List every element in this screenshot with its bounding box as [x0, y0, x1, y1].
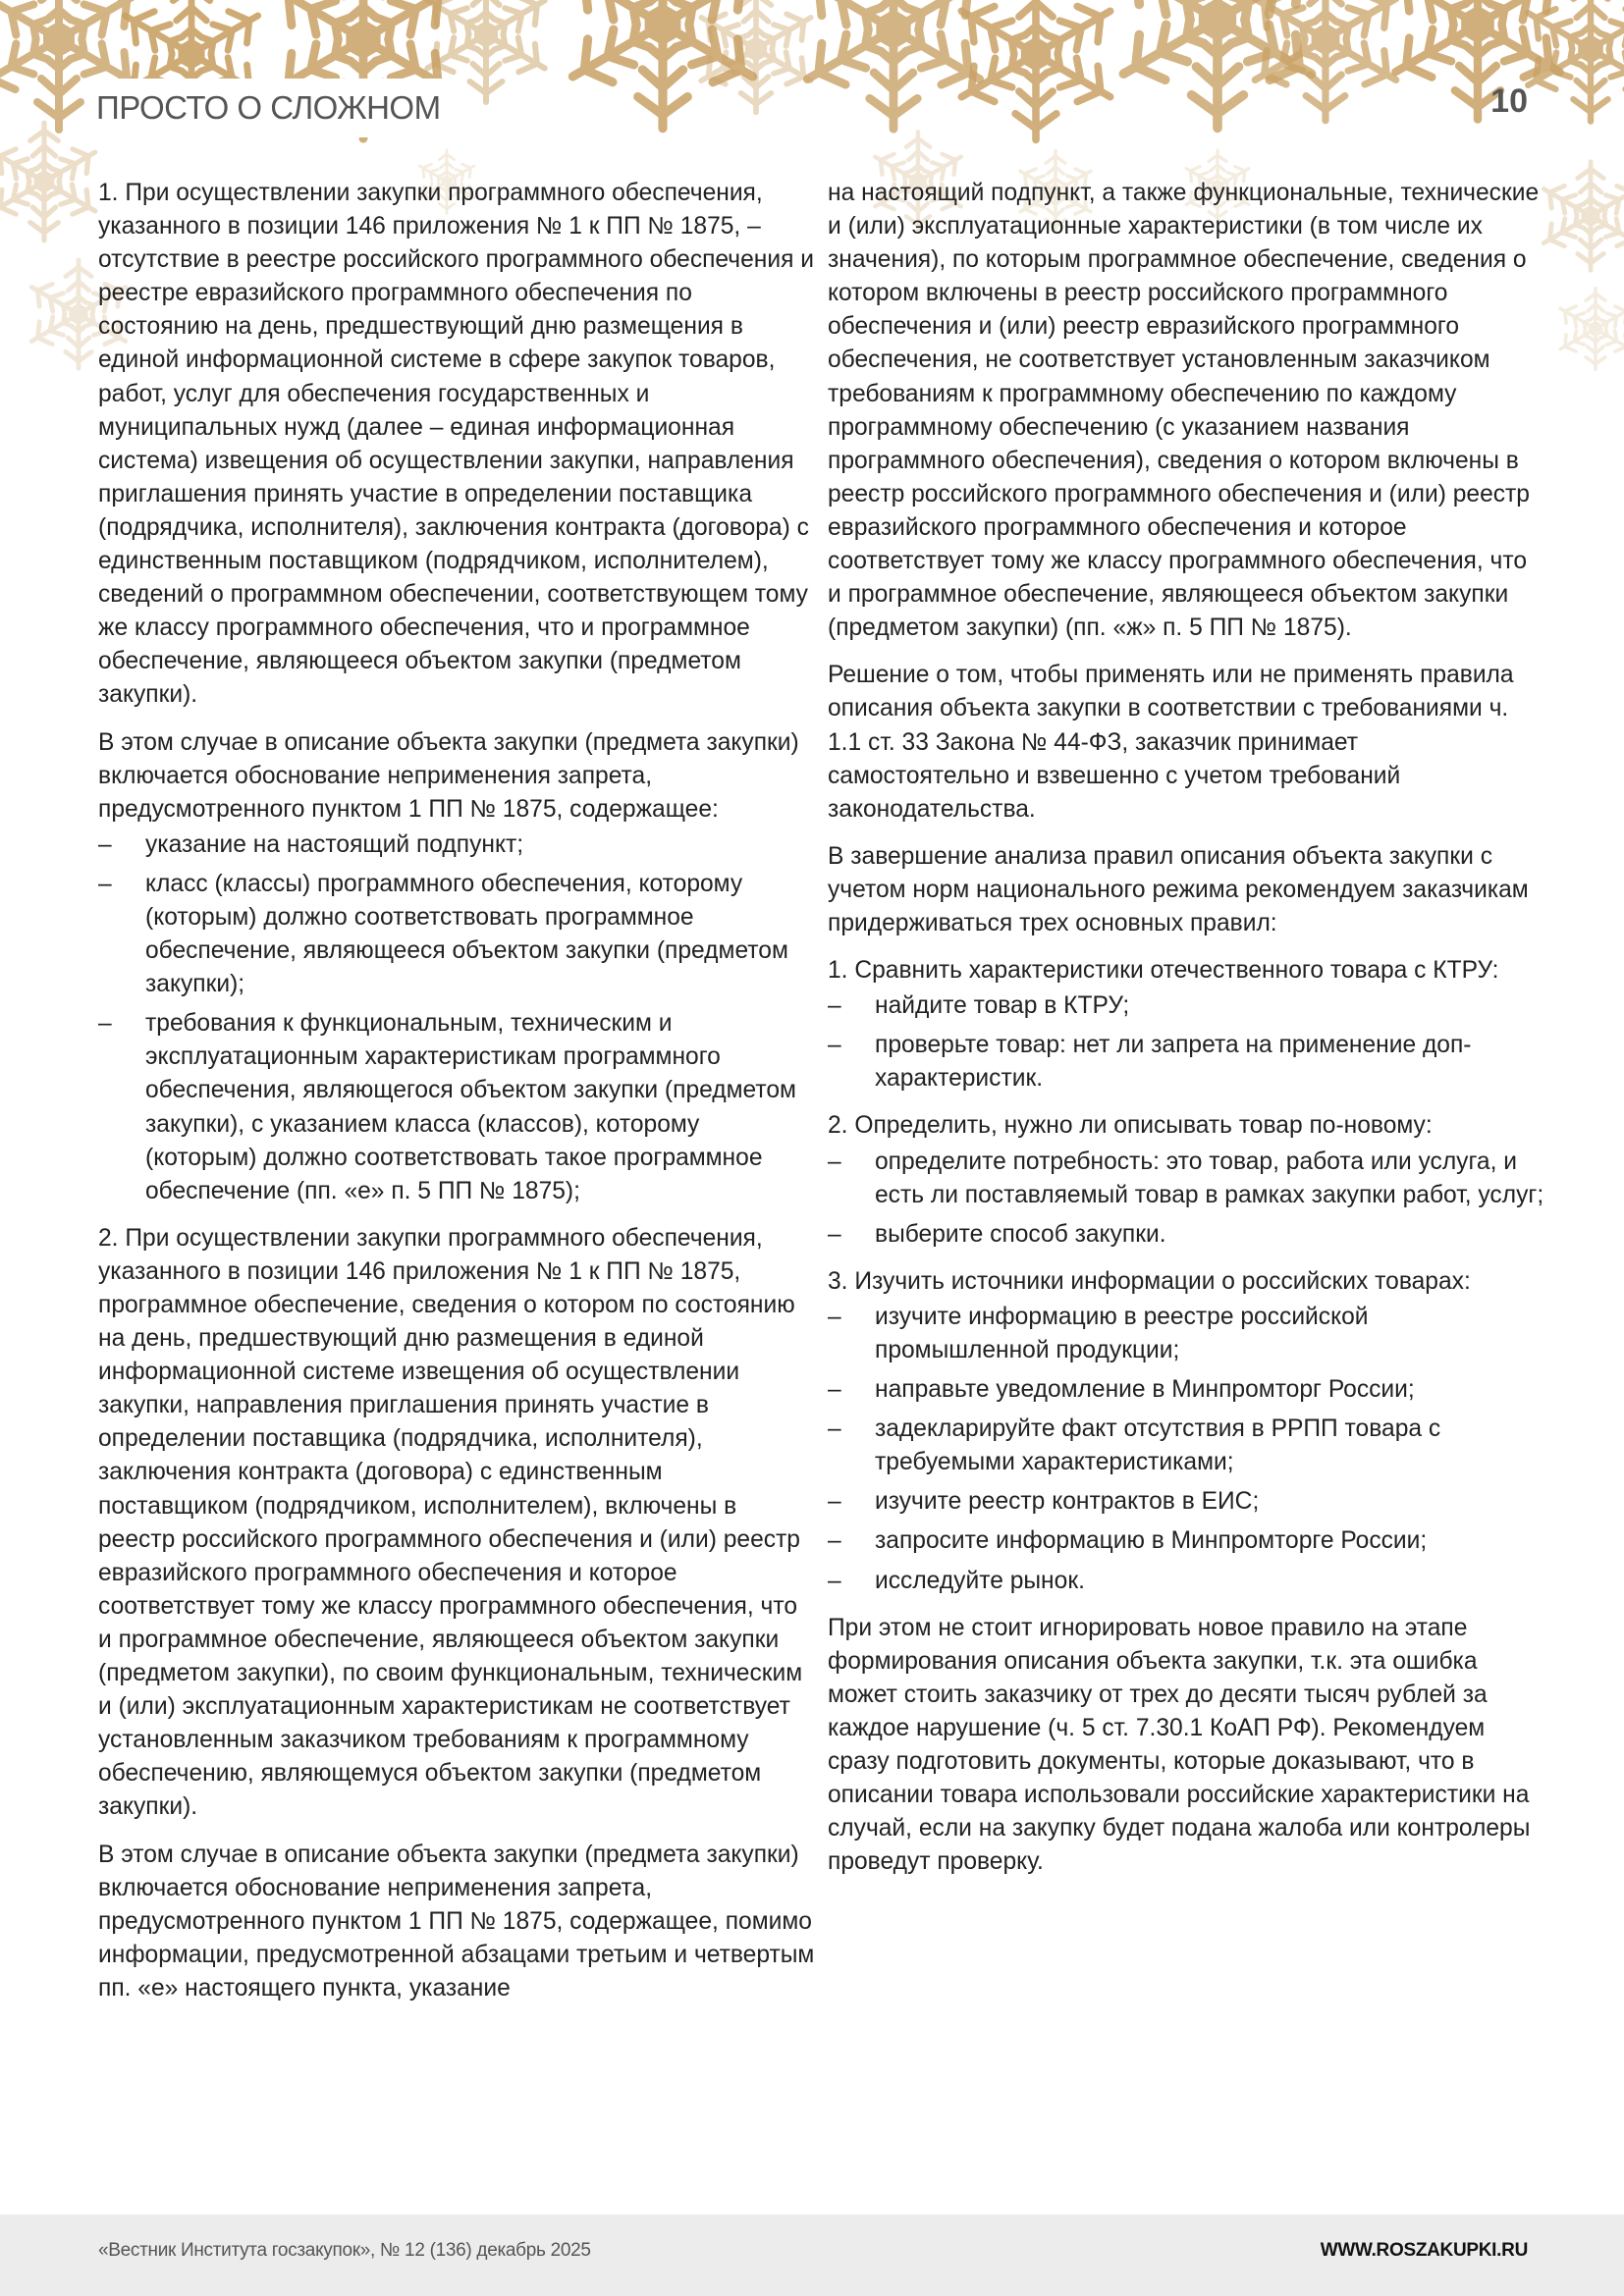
dash-marker: –	[828, 1415, 841, 1443]
snowflake-icon	[785, 0, 1001, 137]
snowflake-icon	[1551, 285, 1624, 373]
paragraph: В этом случае в описание объекта закупки (предмета закупки) включается обоснование неприменения запрета, предусмотренного пунктом 1 ПП № 1875, содержащее, помимо информации, предусмотренной абзацами третьим и четвертым пп. «е» настоящего пункта, указание	[98, 1841, 815, 2002]
list-item: – изучите информацию в реестре российской промышленной продукции;	[828, 1301, 1544, 1367]
paragraph: на настоящий подпункт, а также функциональные, технические и (или) эксплуатационные характеристики (в том числе их значения), по которым программное обеспечение, сведения о котором включены в реестр российского программного обеспечения и (или) реестр евразийского программного обеспечения, не соответствует установленным заказчиком требованиям к программному обеспечению по каждому программному обеспечению (с указанием названия программного обеспечения), сведения о котором включены в реестр российского программного обеспечения и (или) реестр евразийского программного обеспечения и которое соответствует тому же классу программного обеспечения, что и программное обеспечение, являющееся объектом закупки (предметом закупки) (пп. «ж» п. 5 ПП № 1875).	[828, 180, 1540, 642]
list-item: – выберите способ закупки.	[828, 1218, 1544, 1252]
rule-title: 1. Сравнить характеристики отечественного товара с КТРУ:	[828, 957, 1499, 985]
page-footer	[0, 2215, 1624, 2296]
paragraph: 2. При осуществлении закупки программного обеспечения, указанного в позиции 146 приложения № 1 к ПП № 1875, программное обеспечение, сведения о котором по состоянию на день, предшествующий дню размещения в единой информационной системе извещения об осуществлении закупки, направления приглашения принять участие в определении поставщика (подрядчика, исполнителя), заключения контракта (договора) с единственным поставщиком (подрядчиком, исполнителем), включены в реестр российского программного обеспечения и (или) реестр евразийского программного обеспечения и которое соответствует тому же классу программного обеспечения, что и программное обеспечение, являющееся объектом закупки (предметом закупки), по своим функциональным, техническим и (или) эксплуатационным характеристикам не соответствует установленным заказчиком требованиям к программному обеспечению, являющемуся объектом закупки (предметом закупки).	[98, 1224, 803, 1821]
website-link[interactable]: WWW.ROSZAKUPKI.RU	[1320, 2240, 1528, 2261]
dash-marker: –	[828, 1303, 841, 1330]
bullet-list	[828, 989, 1544, 1095]
list-item: – требования к функциональным, техническим и эксплуатационным характеристикам программного обеспечения, являющегося объектом закупки (предметом закупки), с указанием класса (классов), которому (которым) должно соответствовать такое программное обеспечение (пп. «е» п. 5 ПП № 1875);	[98, 1007, 815, 1208]
list-item: – запросите информацию в Минпромторге России;	[828, 1524, 1544, 1558]
bullet-list	[828, 1146, 1544, 1252]
snowflake-icon	[943, 0, 1129, 147]
paragraph: В этом случае в описание объекта закупки (предмета закупки) включается обоснование неприменения запрета, предусмотренного пунктом 1 ПП № 1875, содержащее:	[98, 728, 799, 823]
section-title: ПРОСТО О СЛОЖНОМ	[96, 89, 441, 126]
snowflake-icon	[1512, 0, 1624, 128]
dash-marker: –	[828, 1567, 841, 1594]
rule-title: 3. Изучить источники информации о российских товарах:	[828, 1267, 1471, 1295]
dash-marker: –	[828, 1220, 841, 1248]
snowflake-icon	[687, 0, 825, 118]
paragraph: При этом не стоит игнорировать новое правило на этапе формирования описания объекта закупки, т.к. эта ошибка может стоить заказчику от трех до десяти тысяч рублей за каждое нарушение (ч. 5 ст. 7.30.1 КоАП РФ). Рекомендуем сразу подготовить документы, которые доказывают, что в описании товара использовали российские характеристики на случай, если на закупку будет подана жалоба или контролеры проведут проверку.	[828, 1614, 1531, 1876]
bullet-list	[98, 828, 815, 1208]
dash-marker: –	[98, 830, 112, 858]
dash-marker: –	[828, 1032, 841, 1059]
dash-marker: –	[828, 1148, 841, 1175]
list-item: – определите потребность: это товар, работа или услуга, и есть ли поставляемый товар в рамках закупки работ, услуг;	[828, 1146, 1544, 1212]
list-item: – направьте уведомление в Минпромторг России;	[828, 1373, 1544, 1407]
bullet-list	[828, 1301, 1544, 1598]
left-column	[98, 177, 815, 2019]
dash-marker: –	[828, 1376, 841, 1404]
dash-marker: –	[828, 992, 841, 1020]
dash-marker: –	[828, 1527, 841, 1555]
paragraph: В завершение анализа правил описания объекта закупки с учетом норм национального режима рекомендуем заказчикам придерживаться трех основных правил:	[828, 842, 1529, 936]
list-item: – класс (классы) программного обеспечения, которому (которым) должно соответствовать программное обеспечение, являющееся объектом закупки (предметом закупки);	[98, 868, 815, 1001]
snowflake-icon	[550, 0, 776, 137]
dash-marker: –	[98, 1010, 112, 1038]
snowflake-icon	[1375, 0, 1581, 128]
right-column	[828, 177, 1544, 1893]
paragraph: Решение о том, чтобы применять или не применять правила описания объекта закупки в соответствии с требованиями ч. 1.1 ст. 33 Закона № 44-ФЗ, заказчик принимает самостоятельно и взвешенно с учетом требований законодательства.	[828, 662, 1514, 823]
rule-title: 2. Определить, нужно ли описывать товар по-новому:	[828, 1112, 1433, 1140]
publication-info: «Вестник Института госзакупок», № 12 (136) декабрь 2025	[98, 2240, 591, 2261]
snowflake-icon	[1100, 0, 1335, 137]
dash-marker: –	[98, 870, 112, 897]
list-item: – задекларируйте факт отсутствия в РРПП товара с требуемыми характеристиками;	[828, 1413, 1544, 1479]
snowflake-icon	[1237, 0, 1414, 128]
dash-marker: –	[828, 1488, 841, 1516]
list-item: – указание на настоящий подпункт;	[98, 828, 815, 862]
snowflake-icon	[1532, 157, 1624, 275]
paragraph: 1. При осуществлении закупки программного обеспечения, указанного в позиции 146 приложения № 1 к ПП № 1875, – отсутствие в реестре российского программного обеспечения и реестре евразийского программного обеспечения по состоянию на день, предшествующий дню размещения в единой информационной системе в сфере закупок товаров, работ, услуг для обеспечения государственных и муниципальных нужд (далее – единая информационная система) извещения об осуществлении закупки, направления приглашения принять участие в определении поставщика (подрядчика, исполнителя), заключения контракта (договора) с единственным поставщиком (подрядчиком, исполнителем), сведений о программном обеспечении, соответствующем тому же классу программного обеспечения, что и программное обеспечение, являющееся объектом закупки (предметом закупки).	[98, 180, 814, 709]
section-header	[90, 79, 466, 137]
list-item: – исследуйте рынок.	[828, 1565, 1544, 1598]
list-item: – проверьте товар: нет ли запрета на применение доп-характеристик.	[828, 1029, 1544, 1095]
page-number: 10	[1490, 82, 1528, 120]
list-item: – изучите реестр контрактов в ЕИС;	[828, 1485, 1544, 1519]
list-item: – найдите товар в КТРУ;	[828, 989, 1544, 1023]
